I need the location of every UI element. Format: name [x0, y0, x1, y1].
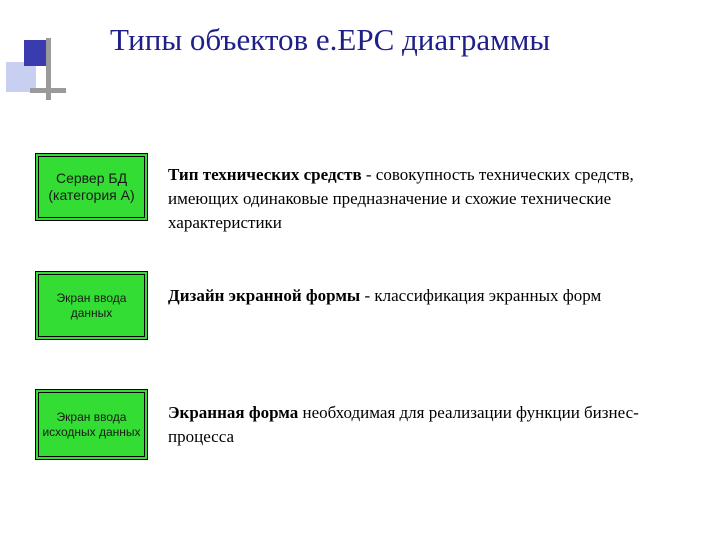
description-text: - классификация экранных форм: [360, 286, 602, 305]
object-label: Сервер БД (категория А): [48, 170, 135, 203]
description-text: - совокупность технических средств, имеющих одинаковые предназначение и схожие технические характеристики: [168, 165, 634, 232]
description-form-design: [168, 284, 668, 308]
object-label: Экран ввода данных: [56, 291, 127, 320]
decorative-corner: [0, 0, 70, 110]
slide-title: Типы объектов e.EPC диаграммы: [110, 22, 551, 57]
object-screen-form: [35, 389, 148, 460]
object-server-db: [35, 153, 148, 221]
description-text: необходимая для реализации функции бизнес-процесса: [168, 403, 639, 446]
description-tech-means: [168, 163, 668, 235]
description-term: Тип технических средств: [168, 165, 362, 184]
description-screen-form: [168, 401, 668, 449]
object-label: Экран ввода исходных данных: [42, 410, 141, 439]
decor-horizontal-line: [30, 88, 66, 93]
description-term: Экранная форма: [168, 403, 299, 422]
object-screen-design: [35, 271, 148, 340]
description-term: Дизайн экранной формы: [168, 286, 361, 305]
